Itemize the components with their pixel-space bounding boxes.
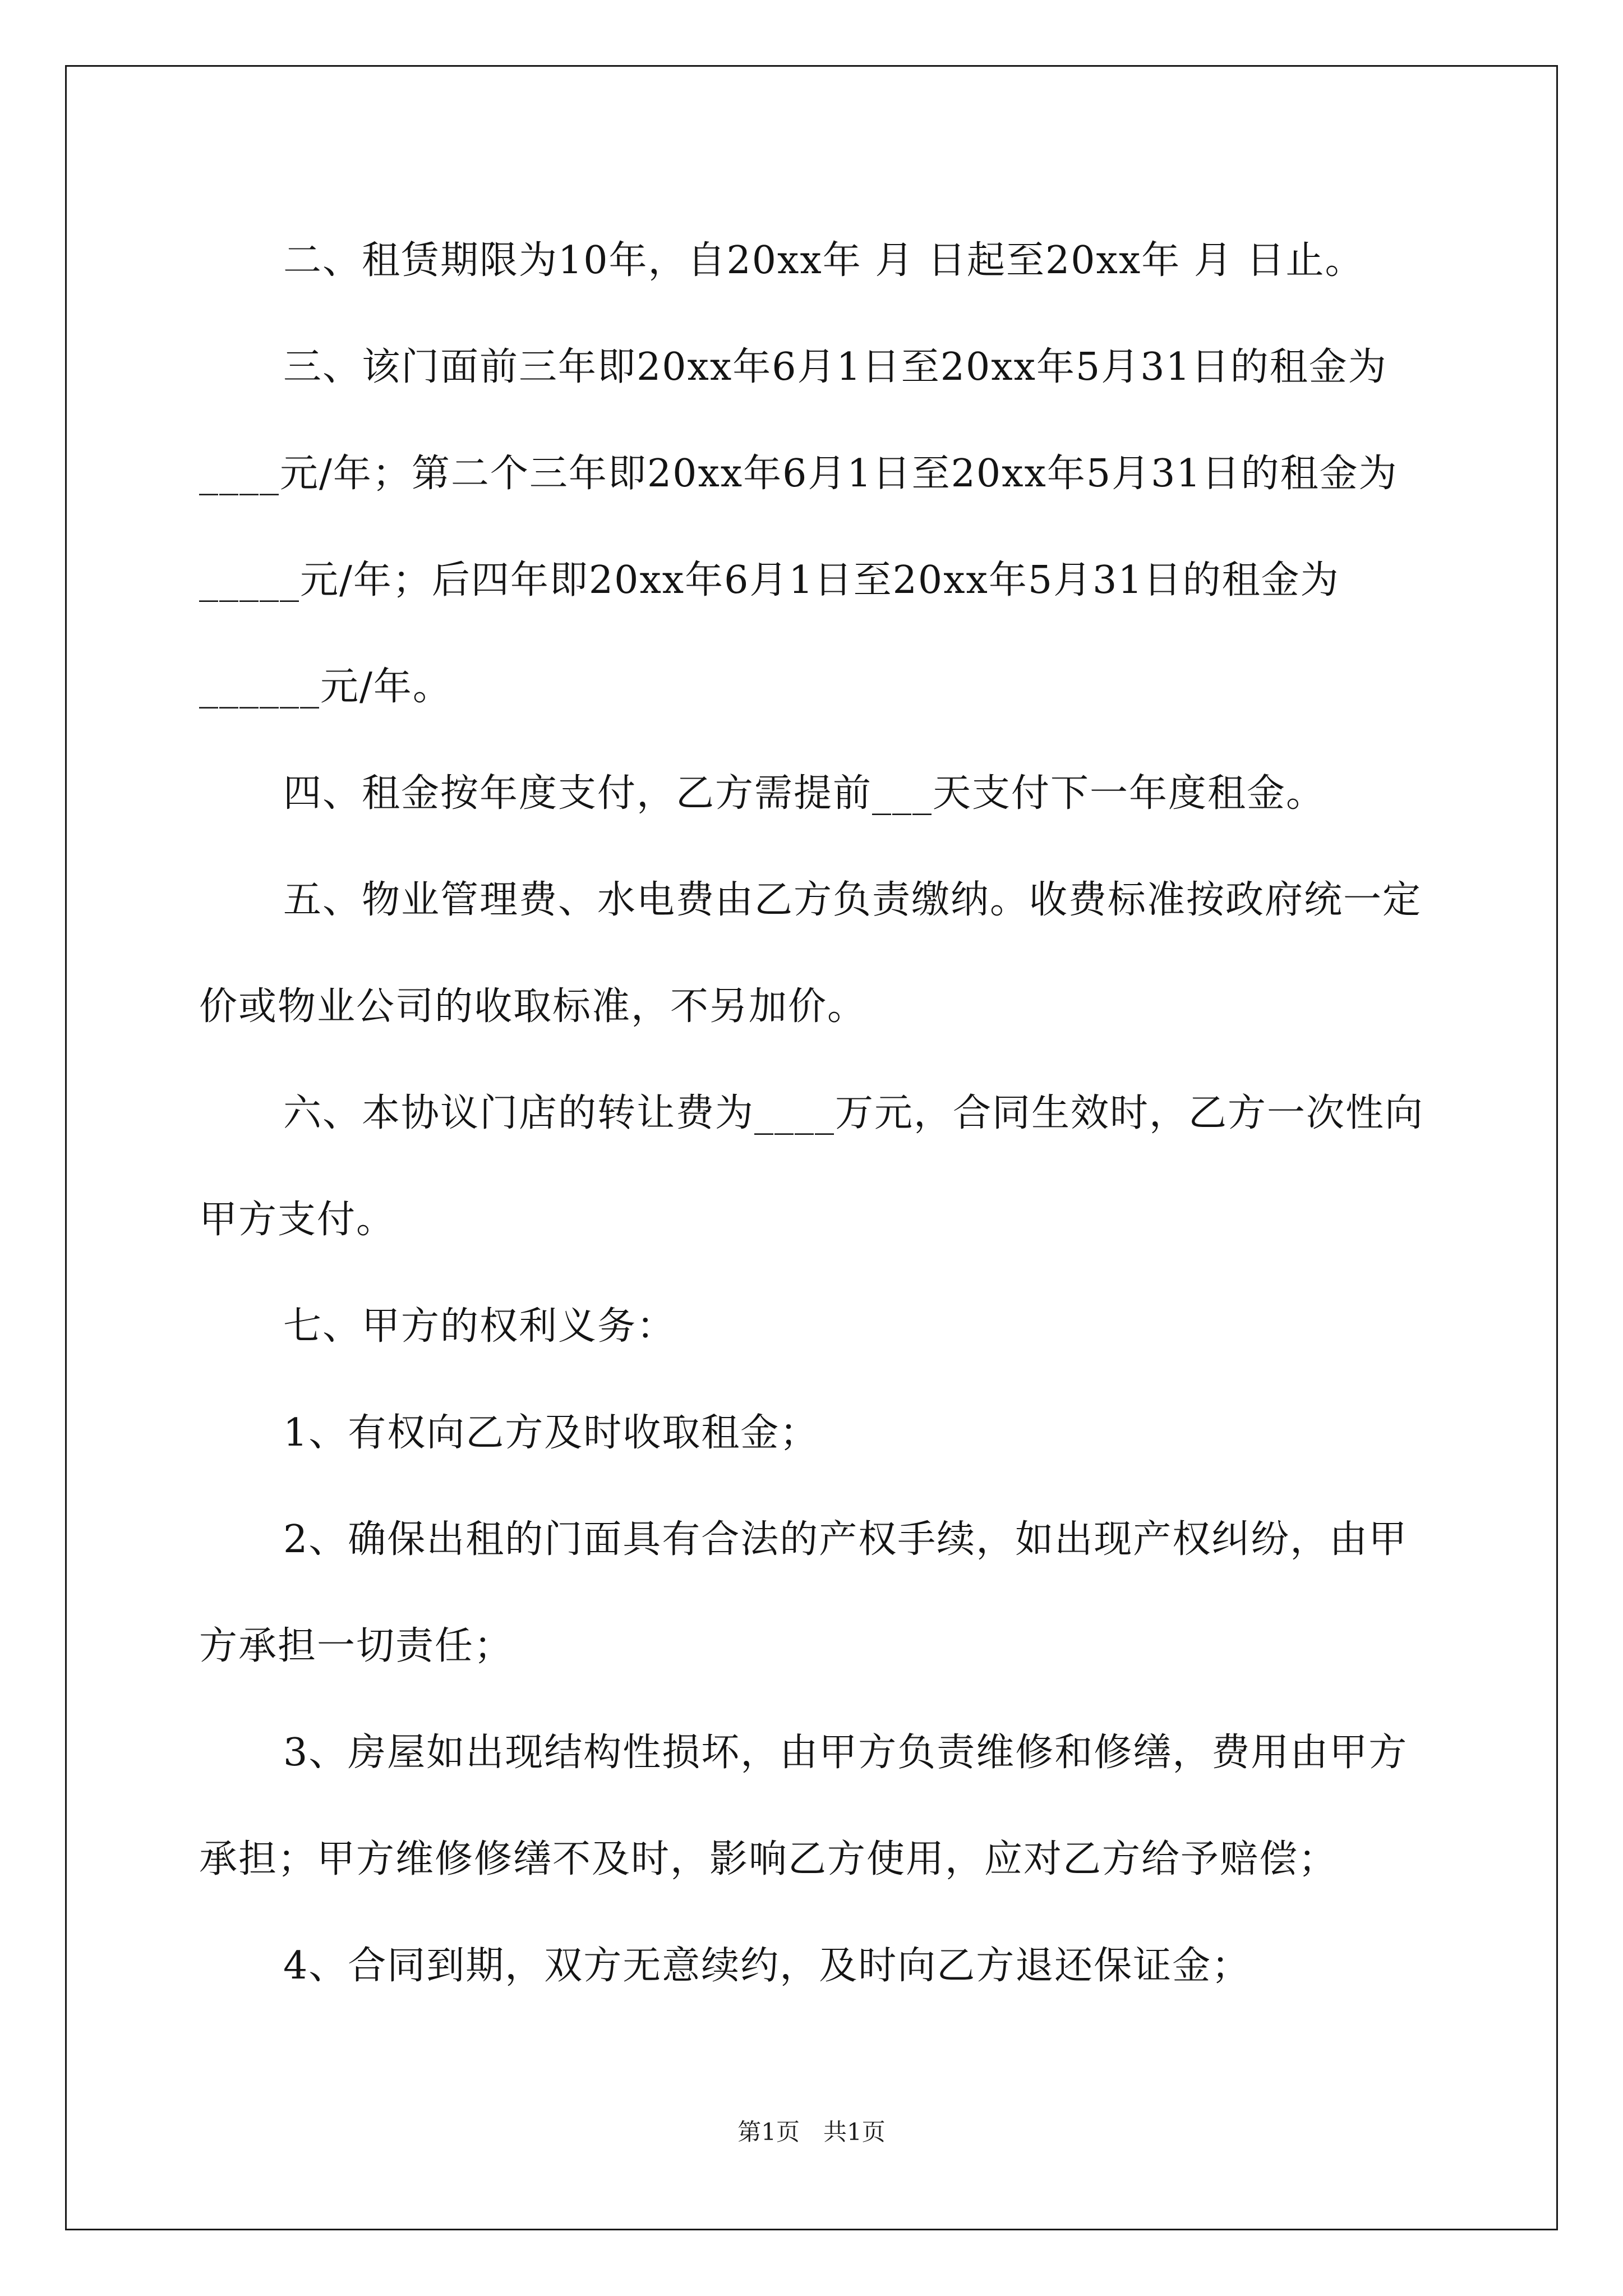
paragraph-payment-schedule: 四、租金按年度支付，乙方需提前___天支付下一年度租金。 — [283, 771, 1326, 816]
paragraph-lease-term: 二、租赁期限为10年，自20xx年 月 日起至20xx年 月 日止。 — [283, 238, 1364, 283]
paragraph-item-3: 3、房屋如出现结构性损坏，由甲方负责维修和修缮，费用由甲方承担；甲方维修修缮不及时，影响乙方使用，应对乙方给予赔偿； — [199, 1731, 1408, 1881]
paragraph-utility-fees: 五、物业管理费、水电费由乙方负责缴纳。收费标准按政府统一定价或物业公司的收取标准，不另加价。 — [199, 878, 1422, 1029]
paragraph-item-4: 4、合同到期，双方无意续约，及时向乙方退还保证金； — [283, 1944, 1251, 1988]
paragraph-transfer-fee: 六、本协议门店的转让费为____万元，合同生效时，乙方一次性向甲方支付。 — [199, 1091, 1424, 1242]
paragraph-rent-amounts: 三、该门面前三年即20xx年6月1日至20xx年5月31日的租金为____元/年；第二个三年即20xx年6月1日至20xx年5月31日的租金为_____元/年；后四年即20xx年6月1日至20xx年5月31日的租金为______元/年。 — [199, 345, 1398, 709]
paragraph-item-2: 2、确保出租的门面具有合法的产权手续，如出现产权纠纷，由甲方承担一切责任； — [199, 1517, 1408, 1668]
page-number-footer: 第1页 共1页 — [737, 2118, 886, 2146]
paragraph-item-1: 1、有权向乙方及时收取租金； — [283, 1411, 819, 1455]
paragraph-party-a-heading: 七、甲方的权利义务： — [283, 1304, 676, 1349]
document-body — [199, 208, 1433, 2019]
